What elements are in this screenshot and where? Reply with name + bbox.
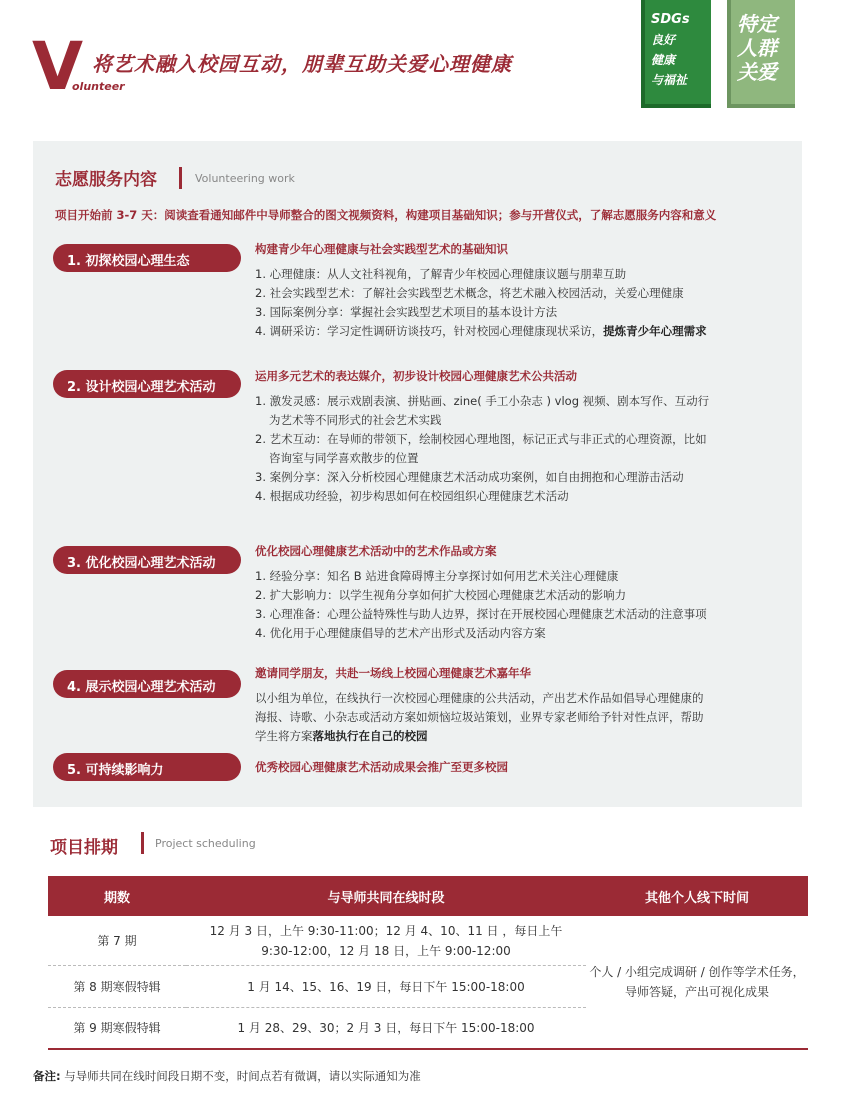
list-item: 学生将方案落地执行在自己的校园 <box>255 729 428 743</box>
table-cell: 1 月 14、15、16、19 日，每日下午 15:00-18:00 <box>186 966 586 1008</box>
list-item: 海报、诗歌、小杂志或活动方案如烦恼垃圾站策划，业界专家老师给予针对性点评，帮助 <box>255 710 704 724</box>
sdg-badge: SDGs 良好 健康 与福祉 <box>641 0 711 108</box>
step-2-label: 2. 设计校园心理艺术活动 <box>53 370 241 398</box>
footnote: 备注: 与导师共同在线时间段日期不变，时间点若有微调，请以实际通知为准 <box>33 1069 421 1083</box>
list-item: 2. 社会实践型艺术：了解社会实践型艺术概念，将艺术融入校园活动，关爱心理健康 <box>255 286 684 300</box>
table-cell: 第 7 期 <box>48 916 186 966</box>
step-3-content <box>255 543 775 643</box>
list-item: 3. 心理准备：心理公益特殊性与助人边界，探讨在开展校园心理健康艺术活动的注意事项 <box>255 607 707 621</box>
table-cell: 1 月 28、29、30；2 月 3 日，每日下午 15:00-18:00 <box>237 1021 535 1035</box>
step-4-label: 4. 展示校园心理艺术活动 <box>53 670 241 698</box>
list-item: 3. 国际案例分享：掌握社会实践型艺术项目的基本设计方法 <box>255 305 558 319</box>
page-title: 将艺术融入校园互动，朋辈互助关爱心理健康 <box>92 52 512 76</box>
table-row <box>48 1008 586 1048</box>
step-5-heading: 优秀校园心理健康艺术活动成果会推广至更多校园 <box>255 760 508 774</box>
schedule-title: 项目排期 <box>50 838 118 858</box>
volunteer-logo-letter: V <box>32 28 84 105</box>
schedule-table <box>48 876 808 1048</box>
step-1-heading: 构建青少年心理健康与社会实践型艺术的基础知识 <box>255 242 508 256</box>
offline-time-cell: 个人 / 小组完成调研 / 创作等学术任务， 导师答疑，产出可视化成果 <box>589 965 805 999</box>
list-item: 4. 根据成功经验，初步构思如何在校园组织心理健康艺术活动 <box>255 489 569 503</box>
table-cell: 12 月 3 日，上午 9:30-11:00；12 月 4、10、11 日 ，每日上午 9:30-12:00，12 月 18 日，上午 9:00-12:00 <box>186 916 586 966</box>
list-item: 3. 案例分享：深入分析校园心理健康艺术活动成功案例，如自由拥抱和心理游击活动 <box>255 470 684 484</box>
list-item: 4. 调研采访：学习定性调研访谈技巧，针对校园心理健康现状采访，提炼青少年心理需求 <box>255 324 707 338</box>
section-title: 志愿服务内容 <box>55 170 157 190</box>
step-1-content <box>255 241 775 341</box>
step-2-heading: 运用多元艺术的表达媒介，初步设计校园心理健康艺术公共活动 <box>255 369 577 383</box>
step-3-label: 3. 优化校园心理艺术活动 <box>53 546 241 574</box>
table-cell: 第 8 期寒假特辑 <box>48 966 186 1008</box>
list-item: 4. 优化用于心理健康倡导的艺术产出形式及活动内容方案 <box>255 626 546 640</box>
table-row <box>48 966 586 1008</box>
list-item: 以小组为单位，在线执行一次校园心理健康的公共活动，产出艺术作品如倡导心理健康的 <box>255 691 704 705</box>
list-item: 为艺术等不同形式的社会艺术实践 <box>269 413 442 427</box>
list-item: 1. 心理健康：从人文社科视角，了解青少年校园心理健康议题与朋辈互助 <box>255 267 627 281</box>
step-3-heading: 优化校园心理健康艺术活动中的艺术作品或方案 <box>255 544 497 558</box>
table-header <box>48 876 808 916</box>
services-intro: 项目开始前 3-7 天：阅读查看通知邮件中导师整合的图文视频资料，构建项目基础知识；参与开营仪式，了解志愿服务内容和意义 <box>55 208 717 222</box>
table-row <box>48 916 586 966</box>
step-5-label: 5. 可持续影响力 <box>53 753 241 781</box>
list-item: 2. 扩大影响力：以学生视角分享如何扩大校园心理健康艺术活动的影响力 <box>255 588 627 602</box>
step-5-content <box>255 759 775 783</box>
step-2-content <box>255 368 775 506</box>
volunteer-logo-sub: olunteer <box>72 80 125 93</box>
list-item: 2. 艺术互动：在导师的带领下，绘制校园心理地图，标记正式与非正式的心理资源，比如 <box>255 432 707 446</box>
step-4-content <box>255 665 775 746</box>
column-header: 与导师共同在线时段 <box>327 890 445 906</box>
column-header: 期数 <box>103 890 130 906</box>
step-4-heading: 邀请同学朋友，共赴一场线上校园心理健康艺术嘉年华 <box>255 666 531 680</box>
section-title-en: Volunteering work <box>195 172 295 185</box>
list-item: 1. 激发灵感：展示戏剧表演、拼贴画、zine( 手工小杂志 ) vlog 视频、剧本写作、互动行 <box>255 394 710 408</box>
step-1-label: 1. 初探校园心理生态 <box>53 244 241 272</box>
schedule-divider <box>141 832 144 854</box>
schedule-title-en: Project scheduling <box>155 837 256 850</box>
column-header: 其他个人线下时间 <box>644 890 749 906</box>
section-divider <box>179 167 182 189</box>
list-item: 1. 经验分享：知名 B 站进食障碍博主分享探讨如何用艺术关注心理健康 <box>255 569 619 583</box>
table-bottom-rule <box>48 1048 808 1050</box>
list-item: 咨询室与同学喜欢散步的位置 <box>269 451 419 465</box>
table-cell: 第 9 期寒假特辑 <box>73 1021 161 1035</box>
services-panel <box>33 141 802 807</box>
target-group-badge: 特定 人群 关爱 <box>727 0 795 108</box>
